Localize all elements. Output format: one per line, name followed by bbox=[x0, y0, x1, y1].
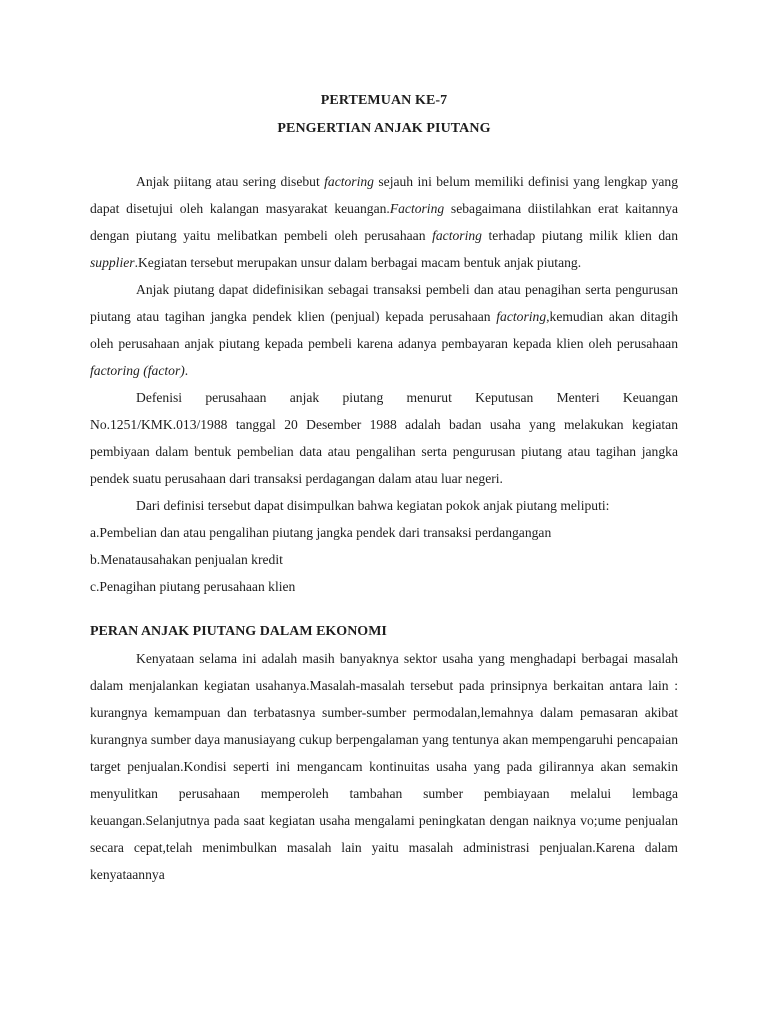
text-run: ,kemudian akan ditagih oleh perusahaan anjak piutang kepada pembeli karena adanya pembayaran kepada klien oleh perusahaan bbox=[90, 309, 678, 351]
list-item: a.Pembelian dan atau pengalihan piutang jangka pendek dari transaksi perdangangan bbox=[90, 525, 552, 540]
text-run: sejauh ini belum memiliki definisi yang lengkap yang dapat disetujui oleh kalangan masyarakat keuangan. bbox=[90, 174, 678, 216]
italic-term: factoring bbox=[432, 228, 482, 243]
activity-list bbox=[90, 519, 678, 600]
italic-term: supplier bbox=[90, 255, 135, 270]
italic-term: factoring (factor) bbox=[90, 363, 185, 378]
paragraph-regulation: Defenisi perusahaan anjak piutang menurut Keputusan Menteri Keuangan No.1251/KMK.013/1988 tanggal 20 Desember 1988 adalah badan usaha yang melakukan kegiatan pembiyaan dalam bentuk pembelian data atau pengalihan serta pengurusan piutang atau tagihan jangka pendek suatu perusahaan dari transaksi perdagangan dalam atau luar negeri. bbox=[90, 390, 678, 486]
text-run: sebagaimana diistilahkan erat kaitannya dengan piutang yaitu melibatkan pembeli oleh perusahaan bbox=[90, 201, 678, 243]
meeting-title: PERTEMUAN KE-7 bbox=[320, 93, 448, 108]
paragraph-factoring-intro bbox=[90, 168, 678, 276]
topic-title: PENGERTIAN ANJAK PIUTANG bbox=[277, 121, 491, 136]
italic-term: Factoring bbox=[389, 201, 445, 216]
text-run: .Kegiatan tersebut merupakan unsur dalam berbagai macam bentuk anjak piutang. bbox=[134, 255, 582, 270]
list-item: b.Menatausahakan penjualan kredit bbox=[90, 552, 283, 567]
text-run: terhadap piutang milik klien dan bbox=[481, 228, 678, 243]
italic-term: factoring bbox=[324, 174, 374, 189]
text-run: . bbox=[184, 363, 189, 378]
text-run: Anjak piitang atau sering disebut bbox=[136, 174, 325, 189]
document-body bbox=[90, 168, 678, 888]
paragraph-definition bbox=[90, 276, 678, 384]
text-run: Anjak piutang dapat didefinisikan sebagai transaksi pembeli dan atau penagihan serta pengurusan piutang atau tagihan jangka pendek klien (penjual) kepada perusahaan bbox=[90, 282, 678, 324]
paragraph-economic-role: Kenyataan selama ini adalah masih banyaknya sektor usaha yang menghadapi berbagai masalah dalam menjalankan kegiatan usahanya.Masalah-masalah tersebut pada prinsipnya berkaitan antara lain : kurangnya kemampuan dan terbatasnya sumber-sumber permodalan,lemahnya dalam pemasaran akibat kurangnya sumber daya manusiayang cukup berpengalaman yang tentunya akan mempengaruhi pencapaian target penjualan.Kondisi seperti ini mengancam kontinuitas usaha yang pada gilirannya akan semakin menyulitkan perusahaan memperoleh tambahan sumber pembiayaan melalui lembaga keuangan.Selanjutnya pada saat kegiatan usaha mengalami peningkatan dengan naiknya vo;ume penjualan secara cepat,telah menimbulkan masalah lain yaitu masalah administrasi penjualan.Karena dalam kenyataannya bbox=[90, 651, 678, 882]
section-heading: PERAN ANJAK PIUTANG DALAM EKONOMI bbox=[90, 624, 387, 639]
paragraph-summary: Dari definisi tersebut dapat disimpulkan bahwa kegiatan pokok anjak piutang meliputi: bbox=[136, 498, 610, 513]
list-item: c.Penagihan piutang perusahaan klien bbox=[90, 579, 296, 594]
italic-term: factoring bbox=[496, 309, 547, 324]
